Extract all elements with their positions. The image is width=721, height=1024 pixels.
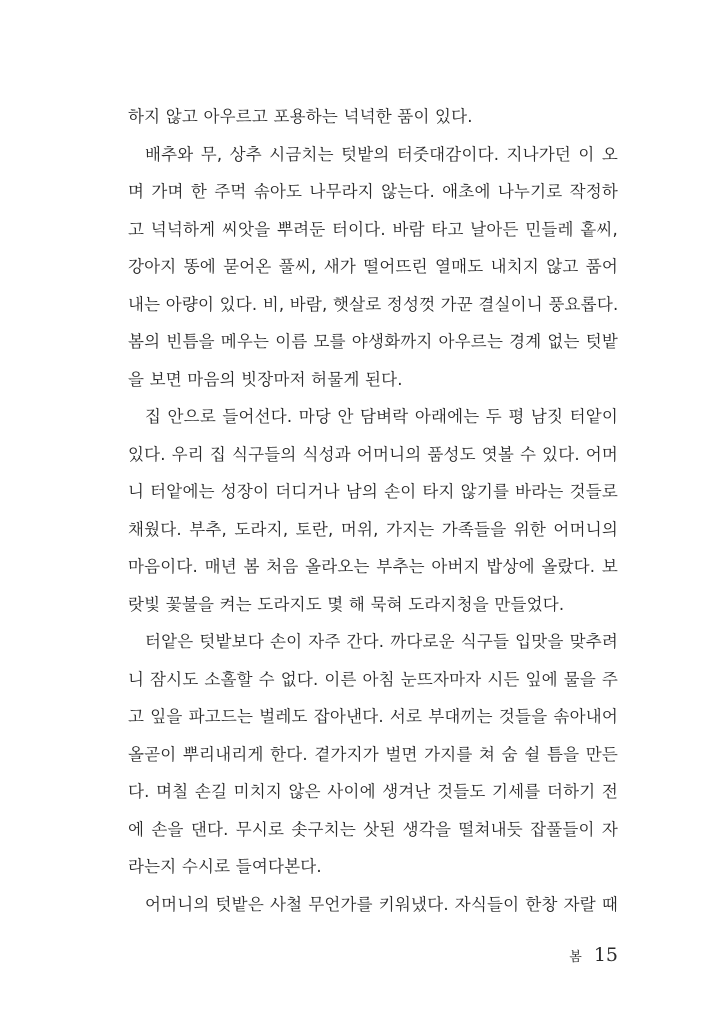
text-line: 하지 않고 아우르고 포용하는 넉넉한 품이 있다. <box>128 107 473 126</box>
text-line: 올곧이 뿌리내리게 한다. 곁가지가 벌면 가지를 쳐 숨 쉴 틈을 만든 <box>128 744 618 764</box>
text-line: 있다. 우리 집 식구들의 식성과 어머니의 품성도 엿볼 수 있다. 어머 <box>128 444 618 464</box>
text-line: 을 보면 마음의 빗장마저 허물게 된다. <box>128 369 403 389</box>
text-line: 니 잠시도 소홀할 수 없다. 이른 아침 눈뜨자마자 시든 잎에 물을 주 <box>128 669 618 689</box>
text-line: 강아지 똥에 묻어온 풀씨, 새가 떨어뜨린 열매도 내치지 않고 품어 <box>128 257 618 276</box>
text-line: 어머니의 텃밭은 사철 무언가를 키워냈다. 자식들이 한창 자랄 때 <box>145 894 618 914</box>
text-line: 니 터앝에는 성장이 더디거나 남의 손이 타지 않기를 바라는 것들로 <box>128 482 618 501</box>
text-line: 며 가며 한 주먹 솎아도 나무라지 않는다. 애초에 나누기로 작정하 <box>128 182 618 201</box>
text-line: 터앝은 텃밭보다 손이 자주 간다. 까다로운 식구들 입맛을 맞추려 <box>145 632 618 651</box>
text-line: 에 손을 댄다. 무시로 솟구치는 삿된 생각을 떨쳐내듯 잡풀들이 자 <box>128 819 618 839</box>
text-line: 내는 아량이 있다. 비, 바람, 햇살로 정성껏 가꾼 결실이니 풍요롭다. <box>128 294 619 314</box>
text-line: 봄의 빈틈을 메우는 이름 모를 야생화까지 아우르는 경계 없는 텃밭 <box>128 332 618 351</box>
text-line: 마음이다. 매년 봄 처음 올라오는 부추는 아버지 밥상에 올랐다. 보 <box>128 557 618 576</box>
text-line: 배추와 무, 상추 시금치는 텃밭의 터줏대감이다. 지나가던 이 오 <box>145 144 618 164</box>
body-text <box>128 98 618 923</box>
text-line: 집 안으로 들어선다. 마당 안 담벼락 아래에는 두 평 남짓 터앝이 <box>145 407 618 426</box>
text-line: 다. 며칠 손길 미치지 않은 사이에 생겨난 것들도 기세를 더하기 전 <box>128 782 618 801</box>
page-number: 15 <box>593 944 618 966</box>
text-line: 고 잎을 파고드는 벌레도 잡아낸다. 서로 부대끼는 것들을 솎아내어 <box>128 707 618 726</box>
text-line: 채웠다. 부추, 도라지, 토란, 머위, 가지는 가족들을 위한 어머니의 <box>128 519 618 539</box>
page-footer <box>569 944 618 966</box>
running-section-title: 봄 <box>569 950 582 965</box>
text-line: 고 넉넉하게 씨앗을 뿌려둔 터이다. 바람 타고 날아든 민들레 홑씨, <box>128 219 618 239</box>
text-line: 라는지 수시로 들여다본다. <box>128 857 322 876</box>
text-line: 랏빛 꽃불을 켜는 도라지도 몇 해 묵혀 도라지청을 만들었다. <box>128 594 565 614</box>
